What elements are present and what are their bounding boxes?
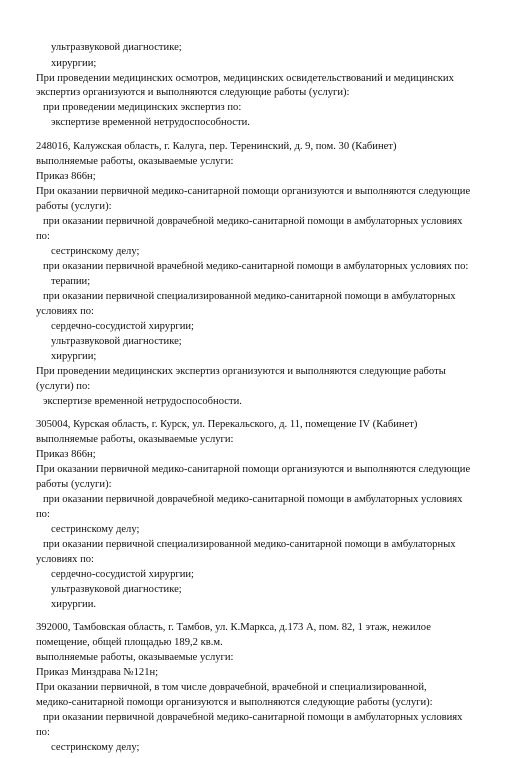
text-line: при оказании первичной врачебной медико-санитарной помощи в амбулаторных условиях по: xyxy=(43,261,469,272)
text-line: при оказании первичной доврачебной медико-санитарной помощи в амбулаторных условиях xyxy=(43,216,463,227)
text-line: экспертиз организуются и выполняются следующие работы (услуги): xyxy=(36,87,350,98)
text-line: сердечно-сосудистой хирургии; xyxy=(51,569,195,580)
text-line: хирургии; xyxy=(51,351,97,362)
text-line: выполняемые работы, оказываемые услуги: xyxy=(36,156,234,167)
text-line: помещение, общей площадью 189,2 кв.м. xyxy=(36,637,223,648)
text-line: экспертизе временной нетрудоспособности. xyxy=(43,396,242,407)
text-line: условиях по: xyxy=(36,554,94,565)
text-line: ультразвуковой диагностике; xyxy=(51,42,182,53)
text-line: хирургии. xyxy=(51,599,97,610)
text-line: сестринскому делу; xyxy=(51,246,140,257)
address-heading: 248016, Калужская область, г. Калуга, пер. Теренинский, д. 9, пом. 30 (Кабинет) xyxy=(36,141,397,152)
text-line: При проведении медицинских экспертиз организуются и выполняются следующие работы xyxy=(36,366,446,377)
text-line: сестринскому делу; xyxy=(51,524,140,535)
text-line: выполняемые работы, оказываемые услуги: xyxy=(36,652,234,663)
text-line: ультразвуковой диагностике; xyxy=(51,584,182,595)
text-line: хирургии; xyxy=(51,58,97,69)
text-line: сердечно-сосудистой хирургии; xyxy=(51,321,195,332)
text-line: При проведении медицинских осмотров, медицинских освидетельствований и медицинских xyxy=(36,73,454,84)
text-line: по: xyxy=(36,231,50,242)
text-line: При оказании первичной, в том числе доврачебной, врачебной и специализированной, xyxy=(36,682,427,693)
address-heading: 392000, Тамбовская область, г. Тамбов, ул. К.Маркса, д.173 А, пом. 82, 1 этаж, нежилое xyxy=(36,622,431,633)
text-line: Приказ 866н; xyxy=(36,449,96,460)
text-line: по: xyxy=(36,509,50,520)
text-line: При оказании первичной медико-санитарной помощи организуются и выполняются следующие xyxy=(36,464,471,475)
address-heading: 305004, Курская область, г. Курск, ул. Перекальского, д. 11, помещение IV (Кабинет) xyxy=(36,419,418,430)
text-line: работы (услуги): xyxy=(36,201,112,212)
text-line: при оказании первичной доврачебной медико-санитарной помощи в амбулаторных условиях xyxy=(43,712,463,723)
text-line: работы (услуги): xyxy=(36,479,112,490)
text-line: условиях по: xyxy=(36,306,94,317)
text-line: при проведении медицинских экспертиз по: xyxy=(43,102,242,113)
text-line: экспертизе временной нетрудоспособности. xyxy=(51,117,250,128)
text-line: Приказ 866н; xyxy=(36,171,96,182)
text-line: при оказании первичной специализированной медико-санитарной помощи в амбулаторных xyxy=(43,539,456,550)
text-line: при оказании первичной доврачебной медико-санитарной помощи в амбулаторных условиях xyxy=(43,494,463,505)
text-line: выполняемые работы, оказываемые услуги: xyxy=(36,434,234,445)
text-line: ультразвуковой диагностике; xyxy=(51,336,182,347)
text-line: (услуги) по: xyxy=(36,381,91,392)
text-line: сестринскому делу; xyxy=(51,742,140,753)
text-line: медико-санитарной помощи организуются и выполняются следующие работы (услуги): xyxy=(36,697,433,708)
text-line: При оказании первичной медико-санитарной помощи организуются и выполняются следующие xyxy=(36,186,471,197)
text-line: по: xyxy=(36,727,50,738)
text-line: Приказ Минздрава №121н; xyxy=(36,667,159,678)
text-line: при оказании первичной специализированной медико-санитарной помощи в амбулаторных xyxy=(43,291,456,302)
text-line: терапии; xyxy=(51,276,91,287)
